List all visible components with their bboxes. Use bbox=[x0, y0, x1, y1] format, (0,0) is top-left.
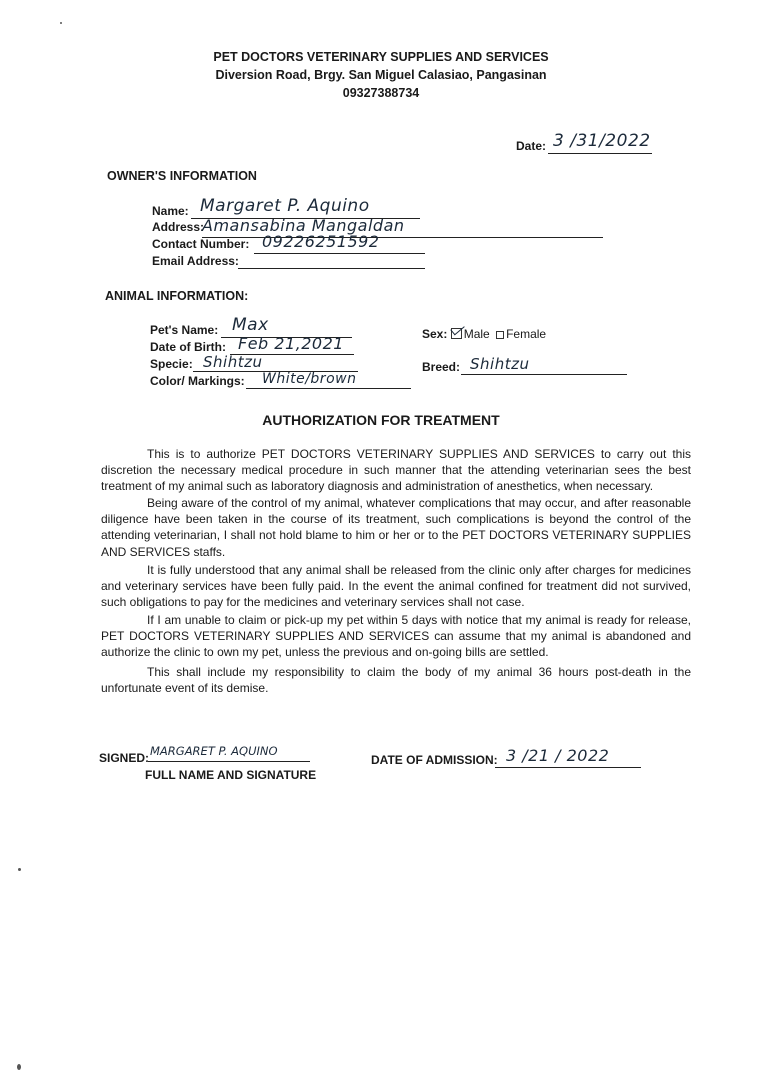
admission-underline bbox=[495, 767, 641, 768]
color-value: White/brown bbox=[262, 371, 357, 387]
owner-contact-label: Contact Number: bbox=[152, 237, 250, 251]
date-label: Date: bbox=[516, 139, 547, 153]
scan-speck bbox=[17, 1064, 21, 1070]
signature-caption: FULL NAME AND SIGNATURE bbox=[145, 768, 317, 782]
sex-male-option: Male bbox=[463, 327, 490, 341]
dob-label: Date of Birth: bbox=[150, 340, 226, 354]
authorization-paragraph-3: It is fully understood that any animal shall be released from the clinic only after charges for medicines and veterinary services have been fully paid. In the event the animal confined for treatment did not survived, such obligations to pay for the medicines and veterinary services shall not case. bbox=[101, 563, 691, 610]
authorization-paragraph-2: Being aware of the control of my animal, whatever complications that may occur, and after reasonable diligence have been taken in the course of its treatment, such complications is beyond the control of the attending veterinarian, I shall not hold blame to him or her or to the PET DOCTORS VETERINARY SUPPLIES AND SERVICES staffs. bbox=[101, 496, 691, 559]
sex-male-checkbox[interactable] bbox=[451, 328, 462, 339]
sex-female-checkbox[interactable] bbox=[496, 331, 504, 339]
animal-section-title: ANIMAL INFORMATION: bbox=[105, 289, 249, 303]
owner-address-value: Amansabina Mangaldan bbox=[202, 216, 405, 235]
color-label: Color/ Markings: bbox=[150, 374, 245, 388]
specie-label: Specie: bbox=[150, 357, 193, 371]
authorization-paragraph-5: This shall include my responsibility to claim the body of my animal 36 hours post-death in the unfortunate event of its demise. bbox=[101, 665, 691, 696]
breed-underline bbox=[461, 374, 627, 375]
specie-value: Shihtzu bbox=[203, 353, 263, 371]
owner-name-label: Name: bbox=[152, 204, 189, 218]
scan-speck bbox=[18, 868, 21, 871]
color-underline bbox=[246, 388, 411, 389]
company-address: Diversion Road, Brgy. San Miguel Calasiao, Pangasinan bbox=[215, 68, 547, 82]
signature-value: MARGARET P. AQUINO bbox=[150, 744, 278, 758]
owner-address-label: Address: bbox=[152, 220, 205, 234]
signature-underline bbox=[148, 761, 310, 762]
signed-label: SIGNED: bbox=[99, 751, 150, 765]
company-name: PET DOCTORS VETERINARY SUPPLIES AND SERVICES bbox=[213, 50, 549, 64]
owner-email-label: Email Address: bbox=[152, 254, 239, 268]
authorization-title: AUTHORIZATION FOR TREATMENT bbox=[262, 412, 500, 428]
owner-name-value: Margaret P. Aquino bbox=[200, 196, 370, 216]
pet-name-value: Max bbox=[232, 315, 269, 335]
breed-value: Shihtzu bbox=[470, 355, 530, 373]
company-phone: 09327388734 bbox=[342, 86, 420, 100]
sex-label: Sex: bbox=[422, 327, 448, 341]
admission-value: 3 /21 / 2022 bbox=[506, 746, 610, 765]
scan-speck bbox=[60, 22, 62, 24]
authorization-paragraph-4: If I am unable to claim or pick-up my pet within 5 days with notice that my animal is ready for release, PET DOCTORS VETERINARY SUPPLIES AND SERVICES can assume that my animal is abandoned and authorize the clinic to own my pet, unless the previous and on-going bills are settled. bbox=[101, 613, 691, 660]
authorization-paragraph-1: This is to authorize PET DOCTORS VETERINARY SUPPLIES AND SERVICES to carry out this discretion the necessary medical procedure in such manner that the attending veterinarian sees the best treatment of my animal such as laboratory diagnosis and administration of anesthetics, when necessary. bbox=[101, 447, 691, 494]
date-underline bbox=[548, 153, 652, 154]
date-value: 3 /31/2022 bbox=[553, 131, 651, 151]
owner-contact-value: 09226251592 bbox=[262, 232, 380, 251]
pet-name-label: Pet's Name: bbox=[150, 323, 219, 337]
breed-label: Breed: bbox=[422, 360, 461, 374]
sex-field bbox=[422, 327, 546, 341]
owner-email-underline bbox=[238, 268, 425, 269]
owner-contact-underline bbox=[254, 253, 425, 254]
sex-female-option: Female bbox=[506, 327, 547, 341]
admission-label: DATE OF ADMISSION: bbox=[371, 753, 498, 767]
dob-value: Feb 21,2021 bbox=[238, 334, 344, 353]
owner-section-title: OWNER'S INFORMATION bbox=[107, 169, 257, 183]
